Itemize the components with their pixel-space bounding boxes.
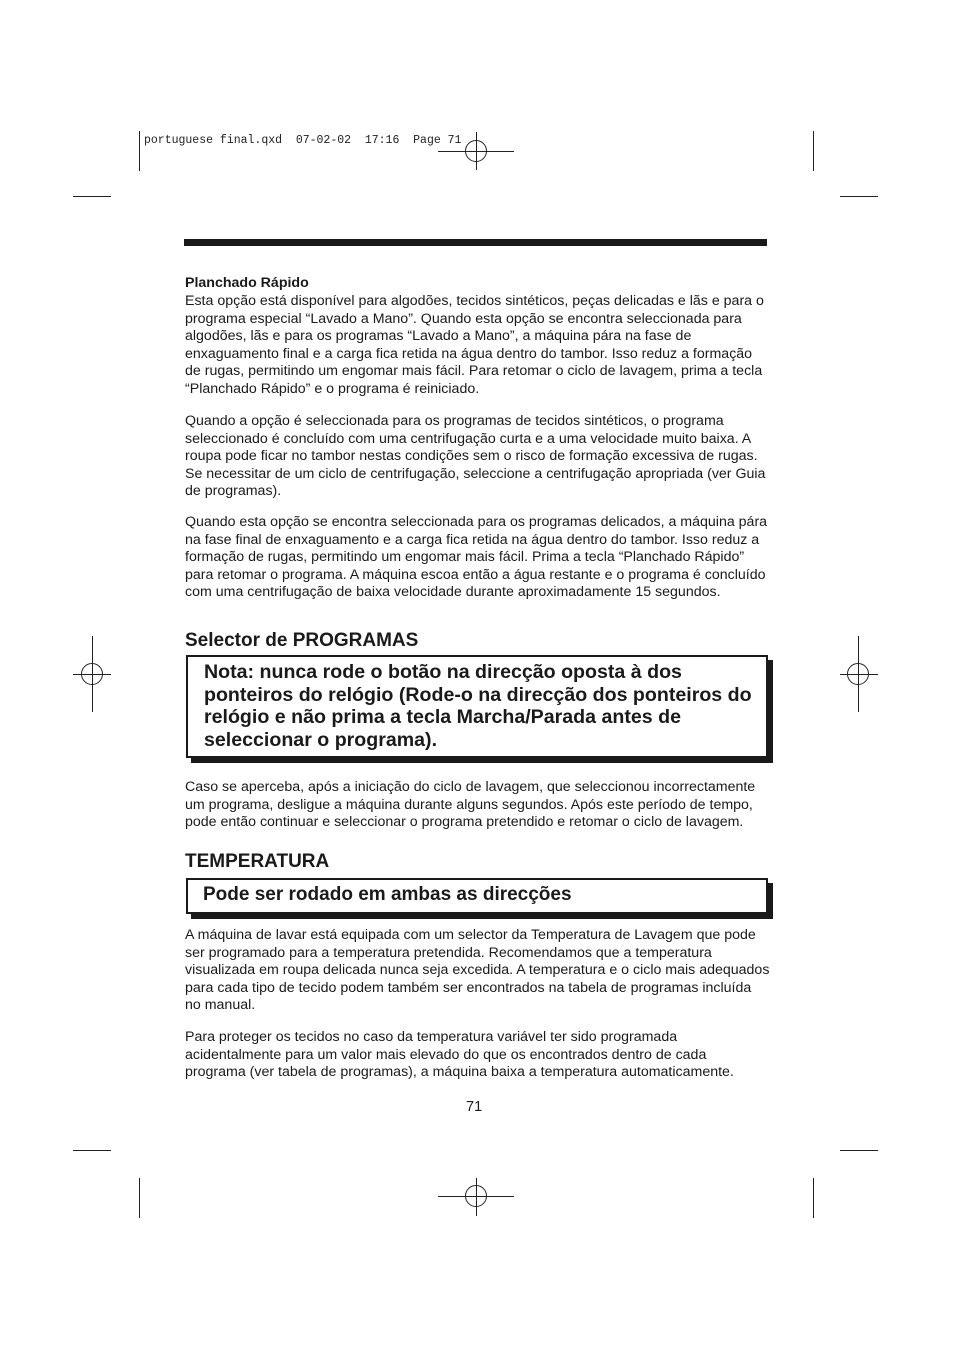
crop-mark bbox=[139, 1178, 140, 1218]
crop-mark bbox=[840, 1150, 878, 1151]
crop-mark bbox=[840, 196, 878, 197]
paragraph bbox=[185, 413, 770, 501]
crop-mark bbox=[73, 196, 111, 197]
registration-circle bbox=[465, 1185, 487, 1207]
registration-circle bbox=[847, 663, 869, 685]
section-heading: Selector de PROGRAMAS bbox=[185, 630, 419, 651]
note-box bbox=[186, 655, 768, 758]
paragraph-text: A máquina de lavar está equipada com um selector da Temperatura de Lavagem que pode ser programado para a temperatura pretendida. Recomendamos que a temperatura visualizada em roupa delicada nunca seja excedida. A temperatura e o ciclo mais adequados para cada tipo de tecido podem também ser encontrados na tabela de programas incluída no manual. bbox=[185, 927, 770, 1014]
note-box bbox=[186, 878, 768, 914]
paragraph bbox=[185, 1029, 770, 1082]
paragraph-text: Para proteger os tecidos no caso da temperatura variável ter sido programada acidentalmente para um valor mais elevado do que os encontrados dentro de cada programa (ver tabela de programas), a máquina baixa a temperatura automaticamente. bbox=[185, 1029, 734, 1081]
crop-mark bbox=[813, 1178, 814, 1218]
paragraph-text: Quando a opção é seleccionada para os programas de tecidos sintéticos, o programa seleccionado é concluído com uma centrifugação curta e a uma velocidade muito baixa. A roupa pode ficar no tambor nestas condições sem o risco de formação excessiva de rugas. Se necessitar de um ciclo de centrifugação, seleccione a centrifugação apropriada (ver Guia de programas). bbox=[185, 413, 766, 500]
section-subheading: Planchado Rápido bbox=[185, 275, 309, 291]
paragraph bbox=[185, 779, 770, 832]
page-number: 71 bbox=[466, 1099, 483, 1115]
registration-circle bbox=[81, 663, 103, 685]
print-slug: portuguese final.qxd 07-02-02 17:16 Page 71 bbox=[144, 134, 462, 147]
paragraph bbox=[185, 293, 770, 399]
registration-circle bbox=[465, 140, 487, 162]
paragraph-text: Caso se aperceba, após a iniciação do ciclo de lavagem, que seleccionou incorrectamente um programa, desligue a máquina durante alguns segundos. Após este período de tempo, pode então continuar e seleccionar o programa pretendido e retomar o ciclo de lavagem. bbox=[185, 779, 756, 831]
note-text: Nota: nunca rode o botão na direcção oposta à dos ponteiros do relógio (Rode-o na direcção dos ponteiros do relógio e não prima a tecla Marcha/Parada antes de seleccionar o programa). bbox=[204, 661, 752, 751]
paragraph-text: Quando esta opção se encontra seleccionada para os programas delicados, a máquina pára na fase final de enxaguamento e a carga fica retida na água dentro do tambor. Isso reduz a formação de rugas, permitindo um engomar mais fácil. Prima a tecla “Planchado Rápido” para retomar o programa. A máquina escoa então a água restante e o programa é concluído com uma centrifugação de baixa velocidade durante aproximadamente 15 segundos. bbox=[185, 514, 768, 601]
crop-mark bbox=[73, 1150, 111, 1151]
crop-mark bbox=[139, 131, 140, 171]
paragraph bbox=[185, 927, 770, 1015]
paragraph-text: Esta opção está disponível para algodões, tecidos sintéticos, peças delicadas e lãs e para o programa especial “Lavado a Mano”. Quando esta opção se encontra seleccionada para algodões, lãs e para os programas “Lavado a Mano”, a máquina pára na fase de enxaguamento final e a carga fica retida na água dentro do tambor. Isso reduz a formação de rugas, permitindo um engomar mais fácil. Para retomar o ciclo de lavagem, prima a tecla “Planchado Rápido” e o programa é reiniciado. bbox=[185, 293, 764, 397]
note-text: Pode ser rodado em ambas as direcções bbox=[203, 884, 572, 905]
section-heading: TEMPERATURA bbox=[185, 851, 330, 872]
paragraph bbox=[185, 514, 770, 602]
crop-mark bbox=[813, 131, 814, 171]
header-rule bbox=[184, 239, 767, 246]
